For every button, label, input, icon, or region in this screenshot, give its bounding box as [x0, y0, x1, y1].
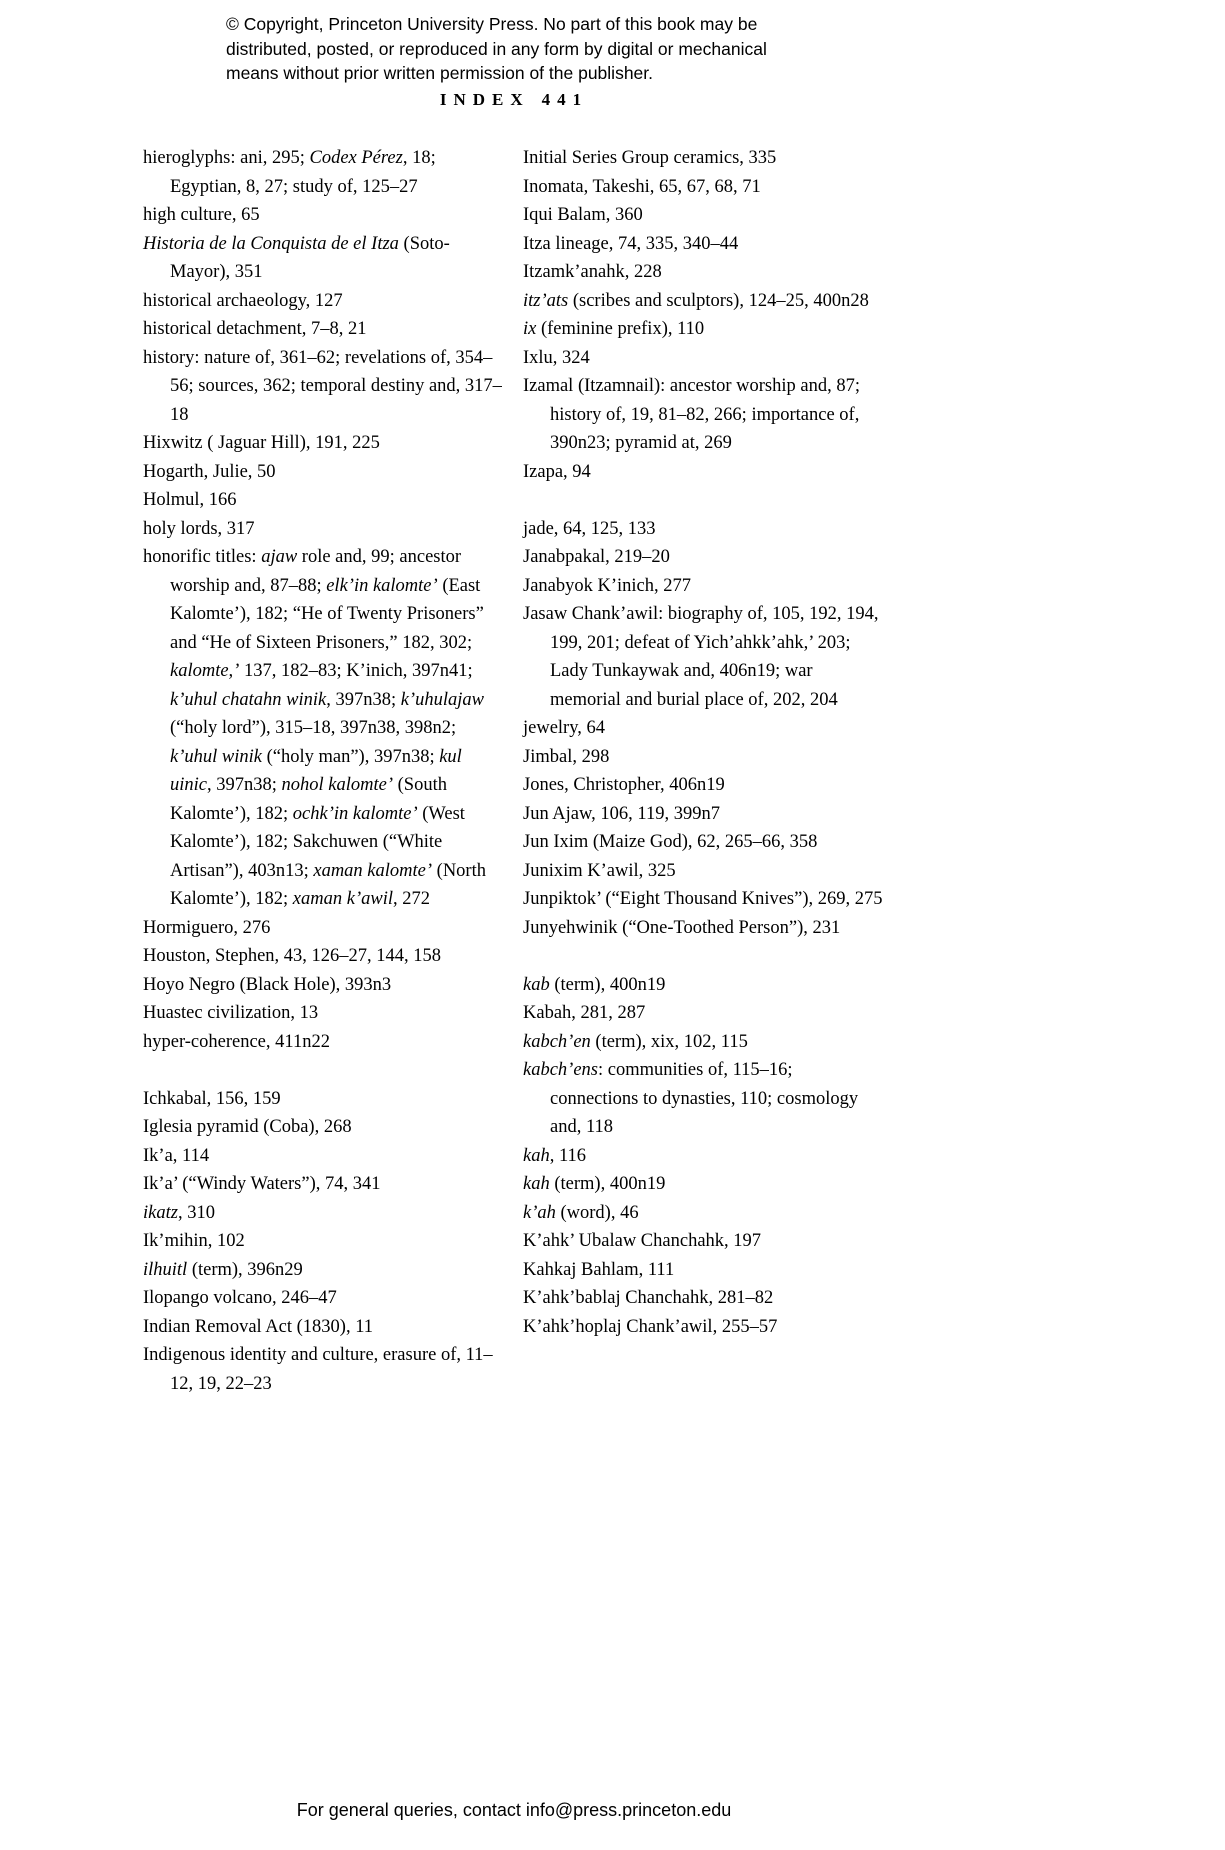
index-entry-text: 137, 182–83; K’inich, 397n41;: [239, 661, 473, 681]
index-entry-text: Janabpakal, 219–20: [523, 547, 670, 567]
index-entry: [523, 1227, 885, 1256]
index-entry-text: Izapa, 94: [523, 461, 591, 482]
index-entry-text: history: nature of, 361–62; revelations of, 354–56; sources, 362; temporal destiny and, 317–18: [143, 347, 502, 425]
index-entry-text: : communities of, 115–16; connections to dynasties, 110; cosmology and, 118: [550, 1060, 859, 1137]
copyright-line: means without prior written permission of the publisher.: [226, 63, 654, 83]
index-entry-text: , 310: [177, 1202, 215, 1223]
index-entry-term-italic: kah: [523, 1145, 550, 1166]
index-entry: [523, 1256, 885, 1285]
index-entry: [523, 144, 885, 173]
copyright-notice: [226, 12, 866, 86]
index-entry-text: hieroglyphs: ani, 295;: [143, 148, 310, 168]
index-letter-group: [523, 515, 885, 943]
index-entry: [523, 885, 885, 914]
index-entry: [143, 515, 505, 544]
index-entry: [523, 201, 885, 230]
index-entry-term-italic: Codex Pérez: [309, 148, 403, 168]
index-entry-text: (scribes and sculptors), 124–25, 400n28: [568, 290, 869, 311]
index-entry-text: Kabah, 281, 287: [523, 1003, 646, 1023]
index-entry-term-italic: kah: [523, 1174, 550, 1194]
index-entry: [143, 458, 505, 487]
index-entry: [523, 828, 885, 857]
index-entry: [523, 1313, 885, 1342]
index-entry-term-italic: k’ah: [523, 1202, 556, 1223]
index-entry-text: Indigenous identity and culture, erasure of, 11–12, 19, 22–23: [143, 1345, 493, 1394]
index-letter-group: [523, 144, 885, 486]
index-entry-text: , 397n38;: [326, 689, 401, 710]
index-entry-text: (term), xix, 102, 115: [590, 1031, 748, 1052]
index-entry-text: honorific titles:: [143, 547, 262, 567]
index-entry-text: Izamal (Itzamnail): ancestor worship and, 87; history of, 19, 81–82, 266; importance of, 390n23; pyramid at, 269: [523, 376, 860, 453]
index-entry-text: Jun Ajaw, 106, 119, 399n7: [523, 803, 720, 824]
index-entry: [143, 1085, 505, 1114]
index-entry-text: Ik’a’ (“Windy Waters”), 74, 341: [143, 1174, 381, 1194]
index-entry-term-italic: xaman k’awil: [292, 889, 393, 909]
index-entry-text: (term), 400n19: [549, 1174, 666, 1194]
index-columns: [143, 144, 885, 1398]
index-entry-text: (Soto-Mayor), 351: [170, 233, 450, 282]
index-entry-term-italic: ochk’in kalomte’: [292, 803, 418, 824]
index-entry-text: Janabyok K’inich, 277: [523, 575, 692, 596]
index-entry: [523, 1284, 885, 1313]
footer-text: For general queries, contact: [296, 1800, 526, 1820]
index-entry: [523, 1028, 885, 1057]
index-entry-text: Iglesia pyramid (Coba), 268: [143, 1117, 352, 1137]
index-entry-text: , 116: [549, 1145, 587, 1166]
index-entry-text: , 397n38;: [207, 775, 282, 795]
index-entry: [523, 914, 885, 943]
index-entry-term-italic: k’uhul winik: [170, 746, 262, 767]
index-entry-text: Junixim K’awil, 325: [523, 860, 676, 881]
index-letter-group: [143, 144, 505, 1056]
index-entry-text: (South Kalomte’), 182;: [170, 775, 447, 824]
index-entry: [143, 1113, 505, 1142]
index-entry-text: Hixwitz ( Jaguar Hill), 191, 225: [143, 433, 380, 453]
index-entry-term-italic: kab: [523, 974, 550, 995]
index-entry: [143, 201, 505, 230]
index-entry-text: (term), 400n19: [549, 974, 666, 995]
index-entry-term-italic: kabch’ens: [523, 1060, 598, 1080]
index-entry-term-italic: ajaw: [261, 547, 298, 567]
index-entry: [143, 1142, 505, 1171]
index-entry: [143, 144, 505, 201]
index-entry: [523, 600, 885, 714]
index-column-right: [523, 144, 885, 1398]
index-entry-term-italic: elk’in kalomte’: [326, 575, 438, 596]
index-entry-text: Inomata, Takeshi, 65, 67, 68, 71: [523, 176, 761, 197]
index-entry-text: Kahkaj Bahlam, 111: [523, 1259, 675, 1280]
index-entry-term-italic: kul uinic: [170, 746, 462, 795]
index-entry-text: Itzamk’anahk, 228: [523, 262, 662, 282]
index-entry-text: Huastec civilization, 13: [143, 1003, 319, 1023]
index-entry: [143, 942, 505, 971]
page-number: 441: [541, 90, 589, 109]
index-entry: [523, 287, 885, 316]
index-entry-text: historical archaeology, 127: [143, 290, 343, 311]
index-entry: [523, 458, 885, 487]
index-entry-text: (East Kalomte’), 182; “He of Twenty Prisoners” and “He of Sixteen Prisoners,” 182, 302;: [170, 575, 484, 653]
index-entry: [523, 1199, 885, 1228]
index-entry: [143, 1284, 505, 1313]
index-entry-text: (term), 396n29: [187, 1259, 303, 1280]
index-entry: [143, 344, 505, 430]
index-entry-text: Ichkabal, 156, 159: [143, 1088, 281, 1109]
index-entry-text: K’ahk’bablaj Chanchahk, 281–82: [523, 1288, 774, 1308]
index-entry-term-italic: ix: [523, 319, 537, 339]
index-entry-text: (“holy man”), 397n38;: [261, 746, 440, 767]
index-entry: [143, 287, 505, 316]
index-entry-text: Indian Removal Act (1830), 11: [143, 1316, 374, 1337]
index-entry-term-italic: k’uhulajaw: [400, 689, 484, 710]
index-entry: [143, 315, 505, 344]
index-entry-text: Ik’mihin, 102: [143, 1231, 245, 1251]
index-entry-text: (West Kalomte’), 182; Sakchuwen (“White Artisan”), 403n13;: [170, 803, 465, 881]
index-entry: [523, 743, 885, 772]
index-entry-text: Ixlu, 324: [523, 347, 590, 368]
index-entry: [143, 1256, 505, 1285]
index-entry-text: jade, 64, 125, 133: [523, 518, 656, 539]
index-entry: [143, 429, 505, 458]
index-entry-text: hyper-coherence, 411n22: [143, 1031, 330, 1052]
footer-query-note: [143, 1800, 885, 1821]
index-entry-text: Junyehwinik (“One-Toothed Person”), 231: [523, 917, 841, 938]
index-entry-term-italic: itz’ats: [523, 290, 569, 311]
index-entry: [523, 1170, 885, 1199]
index-entry-text: Iqui Balam, 360: [523, 205, 643, 225]
copyright-line: © Copyright, Princeton University Press. No part of this book may be: [226, 14, 758, 34]
index-entry: [523, 971, 885, 1000]
index-entry-text: (feminine prefix), 110: [536, 319, 705, 339]
index-entry: [143, 1028, 505, 1057]
index-entry-term-italic: k’uhul chatahn winik: [170, 689, 327, 710]
index-entry: [523, 173, 885, 202]
index-letter-group: [143, 1085, 505, 1399]
index-entry-text: (North Kalomte’), 182;: [170, 860, 486, 909]
index-entry-text: Jimbal, 298: [523, 746, 610, 767]
index-entry: [523, 572, 885, 601]
index-entry-text: jewelry, 64: [523, 718, 606, 738]
index-entry-text: Jun Ixim (Maize God), 62, 265–66, 358: [523, 832, 818, 852]
copyright-line: distributed, posted, or reproduced in any form by digital or mechanical: [226, 38, 767, 59]
index-entry-term-italic: nohol kalomte’: [281, 775, 394, 795]
index-entry: [523, 315, 885, 344]
index-entry-text: , 18; Egyptian, 8, 27; study of, 125–27: [170, 148, 436, 197]
index-entry-text: Holmul, 166: [143, 490, 237, 510]
index-entry: [143, 486, 505, 515]
index-letter-group: [523, 971, 885, 1342]
index-entry: [523, 258, 885, 287]
index-entry-text: historical detachment, 7–8, 21: [143, 319, 367, 339]
index-entry-text: Initial Series Group ceramics, 335: [523, 148, 777, 168]
index-entry: [523, 1142, 885, 1171]
index-entry: [523, 771, 885, 800]
index-entry: [523, 1056, 885, 1142]
index-column-left: [143, 144, 505, 1398]
index-entry-term-italic: kalomte,’: [170, 661, 240, 681]
contact-email[interactable]: info@press.princeton.edu: [525, 1800, 732, 1820]
index-entry-text: Hormiguero, 276: [143, 917, 271, 938]
index-entry-text: K’ahk’ Ubalaw Chanchahk, 197: [523, 1231, 762, 1251]
index-entry-text: Jasaw Chank’awil: biography of, 105, 192, 194, 199, 201; defeat of Yich’ahkk’ahk,’ 203; Lady Tunkaywak and, 406n19; war memorial and burial place of, 202, 204: [523, 604, 879, 710]
index-entry: [143, 230, 505, 287]
index-entry: [523, 344, 885, 373]
index-entry-text: Junpiktok’ (“Eight Thousand Knives”), 269, 275: [523, 889, 883, 909]
index-entry: [143, 1313, 505, 1342]
index-entry: [143, 1341, 505, 1398]
index-entry-text: Hoyo Negro (Black Hole), 393n3: [143, 974, 392, 995]
index-entry-text: high culture, 65: [143, 205, 260, 225]
index-entry: [143, 1199, 505, 1228]
index-entry-text: (“holy lord”), 315–18, 397n38, 398n2;: [170, 718, 457, 738]
index-entry-text: holy lords, 317: [143, 518, 255, 539]
index-entry-text: Ilopango volcano, 246–47: [143, 1288, 337, 1308]
index-entry-term-italic: Historia de la Conquista de el Itza: [143, 233, 399, 254]
index-entry: [143, 914, 505, 943]
index-entry: [523, 800, 885, 829]
index-entry-text: , 272: [392, 889, 430, 909]
index-entry: [143, 543, 505, 914]
index-entry: [143, 1170, 505, 1199]
index-entry: [523, 857, 885, 886]
index-entry: [523, 999, 885, 1028]
index-entry-text: Itza lineage, 74, 335, 340–44: [523, 233, 739, 254]
page-header: [143, 90, 885, 110]
index-entry-text: role and, 99; ancestor worship and, 87–88;: [170, 547, 462, 596]
index-entry-term-italic: ikatz: [143, 1202, 178, 1223]
index-entry-term-italic: kabch’en: [523, 1031, 591, 1052]
index-entry-term-italic: ilhuitl: [143, 1259, 188, 1280]
index-entry: [523, 372, 885, 458]
index-entry: [143, 1227, 505, 1256]
index-entry: [143, 971, 505, 1000]
index-title: INDEX: [439, 90, 530, 109]
index-entry-text: K’ahk’hoplaj Chank’awil, 255–57: [523, 1316, 778, 1337]
index-entry: [143, 999, 505, 1028]
index-entry-text: Houston, Stephen, 43, 126–27, 144, 158: [143, 946, 442, 966]
index-entry: [523, 515, 885, 544]
index-entry: [523, 230, 885, 259]
index-entry-text: Jones, Christopher, 406n19: [523, 775, 725, 795]
index-entry: [523, 543, 885, 572]
index-entry-term-italic: xaman kalomte’: [313, 860, 433, 881]
index-entry-text: Ik’a, 114: [143, 1145, 210, 1166]
index-entry: [523, 714, 885, 743]
index-entry-text: Hogarth, Julie, 50: [143, 461, 276, 482]
index-entry-text: (word), 46: [555, 1202, 639, 1223]
